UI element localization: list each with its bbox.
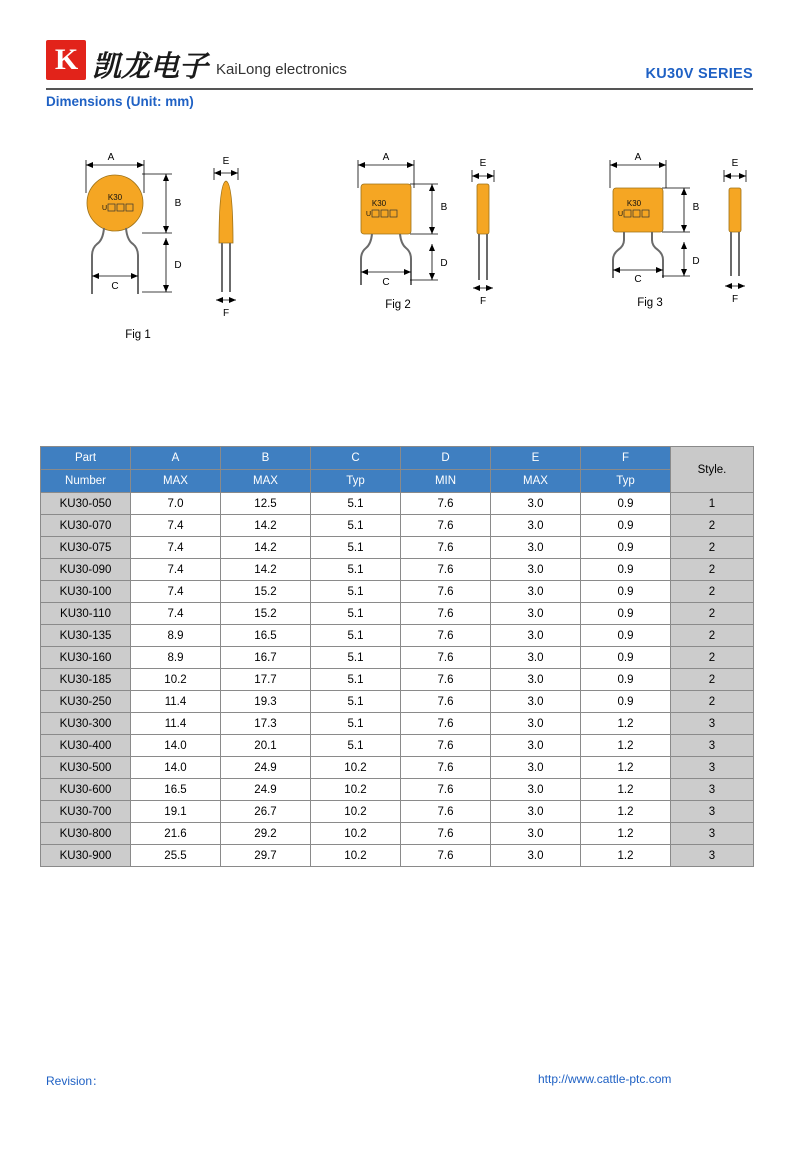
cell-e: 3.0 [491, 779, 581, 801]
cell-c: 10.2 [311, 757, 401, 779]
th-f-typ: Typ [581, 470, 671, 493]
cell-d: 7.6 [401, 713, 491, 735]
cell-b: 24.9 [221, 757, 311, 779]
figures-row [40, 148, 753, 373]
page-header [40, 38, 753, 110]
cell-a: 7.4 [131, 559, 221, 581]
cell-a: 7.4 [131, 603, 221, 625]
cell-style: 2 [671, 647, 754, 669]
cell-d: 7.6 [401, 515, 491, 537]
cell-part-number: KU30-070 [41, 515, 131, 537]
series-title: KU30V SERIES [645, 66, 753, 82]
th-c: C [311, 447, 401, 470]
cell-f: 0.9 [581, 559, 671, 581]
cell-f: 0.9 [581, 493, 671, 515]
cell-style: 2 [671, 515, 754, 537]
svg-text:C: C [382, 277, 390, 288]
cell-a: 8.9 [131, 647, 221, 669]
website-link[interactable]: http://www.cattle-ptc.com [538, 1072, 672, 1086]
svg-text:B: B [174, 198, 182, 209]
dimensions-table-wrapper [40, 446, 753, 867]
th-e: E [491, 447, 581, 470]
cell-e: 3.0 [491, 603, 581, 625]
revision-label: Revision： [46, 1074, 105, 1088]
table-row [41, 779, 754, 801]
cell-e: 3.0 [491, 493, 581, 515]
cell-d: 7.6 [401, 559, 491, 581]
cell-c: 10.2 [311, 779, 401, 801]
table-row [41, 801, 754, 823]
cell-d: 7.6 [401, 823, 491, 845]
table-row [41, 823, 754, 845]
cell-style: 3 [671, 779, 754, 801]
cell-d: 7.6 [401, 757, 491, 779]
cell-c: 5.1 [311, 559, 401, 581]
cell-f: 0.9 [581, 603, 671, 625]
cell-f: 0.9 [581, 625, 671, 647]
svg-text:A: A [634, 152, 642, 163]
svg-text:E: E [479, 158, 487, 169]
datasheet-page [0, 38, 793, 1160]
cell-b: 12.5 [221, 493, 311, 515]
th-number: Number [41, 470, 131, 493]
cell-c: 10.2 [311, 801, 401, 823]
cell-f: 0.9 [581, 537, 671, 559]
svg-text:K30: K30 [626, 199, 642, 208]
figure-2-caption: Fig 2 [385, 299, 411, 311]
cell-part-number: KU30-600 [41, 779, 131, 801]
svg-text:F: F [222, 308, 230, 319]
cell-c: 5.1 [311, 691, 401, 713]
cell-part-number: KU30-090 [41, 559, 131, 581]
cell-a: 7.4 [131, 537, 221, 559]
table-row [41, 625, 754, 647]
cell-f: 1.2 [581, 713, 671, 735]
cell-part-number: KU30-700 [41, 801, 131, 823]
cell-b: 16.7 [221, 647, 311, 669]
cell-c: 5.1 [311, 713, 401, 735]
cell-f: 1.2 [581, 823, 671, 845]
svg-text:B: B [440, 202, 448, 213]
cell-a: 14.0 [131, 735, 221, 757]
table-row [41, 757, 754, 779]
cell-b: 29.7 [221, 845, 311, 867]
cell-d: 7.6 [401, 845, 491, 867]
cell-e: 3.0 [491, 669, 581, 691]
cell-d: 7.6 [401, 691, 491, 713]
cell-f: 0.9 [581, 691, 671, 713]
cell-e: 3.0 [491, 625, 581, 647]
table-row [41, 581, 754, 603]
cell-e: 3.0 [491, 845, 581, 867]
cell-style: 3 [671, 735, 754, 757]
company-name-cn: 凯龙电子 [92, 51, 209, 83]
cell-c: 5.1 [311, 647, 401, 669]
cell-style: 3 [671, 757, 754, 779]
table-row [41, 691, 754, 713]
table-row [41, 713, 754, 735]
cell-b: 14.2 [221, 515, 311, 537]
cell-a: 10.2 [131, 669, 221, 691]
cell-a: 7.4 [131, 515, 221, 537]
cell-b: 15.2 [221, 603, 311, 625]
cell-c: 5.1 [311, 493, 401, 515]
cell-f: 0.9 [581, 669, 671, 691]
cell-c: 10.2 [311, 845, 401, 867]
th-e-max: MAX [491, 470, 581, 493]
cell-a: 7.0 [131, 493, 221, 515]
cell-b: 14.2 [221, 537, 311, 559]
svg-text:D: D [174, 260, 182, 271]
cell-e: 3.0 [491, 735, 581, 757]
cell-f: 1.2 [581, 757, 671, 779]
cell-style: 2 [671, 603, 754, 625]
svg-text:E: E [222, 156, 230, 167]
cell-b: 24.9 [221, 779, 311, 801]
cell-style: 2 [671, 669, 754, 691]
logo-mark-icon: K [46, 40, 86, 80]
svg-text:E: E [731, 158, 739, 169]
svg-text:F: F [731, 294, 739, 305]
cell-b: 20.1 [221, 735, 311, 757]
cell-b: 19.3 [221, 691, 311, 713]
cell-c: 5.1 [311, 603, 401, 625]
cell-e: 3.0 [491, 515, 581, 537]
th-b: B [221, 447, 311, 470]
cell-a: 14.0 [131, 757, 221, 779]
cell-style: 3 [671, 801, 754, 823]
cell-a: 21.6 [131, 823, 221, 845]
cell-part-number: KU30-050 [41, 493, 131, 515]
figure-1-caption: Fig 1 [125, 329, 151, 341]
th-d-min: MIN [401, 470, 491, 493]
table-row [41, 559, 754, 581]
table-row [41, 537, 754, 559]
th-b-max: MAX [221, 470, 311, 493]
cell-b: 14.2 [221, 559, 311, 581]
cell-c: 10.2 [311, 823, 401, 845]
cell-d: 7.6 [401, 581, 491, 603]
cell-part-number: KU30-110 [41, 603, 131, 625]
th-a: A [131, 447, 221, 470]
svg-text:U: U [618, 211, 624, 218]
cell-e: 3.0 [491, 713, 581, 735]
svg-text:C: C [111, 281, 119, 292]
cell-f: 1.2 [581, 845, 671, 867]
table-row [41, 493, 754, 515]
cell-style: 3 [671, 823, 754, 845]
th-c-typ: Typ [311, 470, 401, 493]
cell-style: 2 [671, 625, 754, 647]
cell-a: 8.9 [131, 625, 221, 647]
svg-text:A: A [107, 152, 115, 163]
th-part: Part [41, 447, 131, 470]
table-body [41, 493, 754, 867]
cell-style: 2 [671, 559, 754, 581]
cell-c: 5.1 [311, 735, 401, 757]
svg-text:D: D [440, 258, 448, 269]
cell-c: 5.1 [311, 537, 401, 559]
table-header-row-2 [41, 470, 754, 493]
header-divider [46, 88, 753, 90]
svg-text:A: A [382, 152, 390, 163]
cell-e: 3.0 [491, 581, 581, 603]
figure-3 [580, 148, 780, 353]
cell-style: 3 [671, 845, 754, 867]
figure-1-drawing [66, 148, 281, 348]
cell-part-number: KU30-160 [41, 647, 131, 669]
th-a-max: MAX [131, 470, 221, 493]
company-name-en: KaiLong electronics [216, 61, 347, 78]
cell-d: 7.6 [401, 669, 491, 691]
cell-part-number: KU30-075 [41, 537, 131, 559]
cell-b: 16.5 [221, 625, 311, 647]
cell-part-number: KU30-135 [41, 625, 131, 647]
svg-text:K30: K30 [371, 199, 387, 208]
dimensions-table [40, 446, 754, 867]
figure-3-drawing [580, 148, 780, 348]
cell-d: 7.6 [401, 779, 491, 801]
cell-e: 3.0 [491, 537, 581, 559]
figure-2-drawing [328, 148, 528, 348]
figure-1 [66, 148, 281, 353]
cell-part-number: KU30-100 [41, 581, 131, 603]
table-row [41, 515, 754, 537]
cell-part-number: KU30-185 [41, 669, 131, 691]
th-style: Style. [671, 447, 754, 493]
cell-a: 16.5 [131, 779, 221, 801]
cell-style: 2 [671, 691, 754, 713]
cell-a: 11.4 [131, 713, 221, 735]
company-logo [46, 40, 347, 83]
svg-text:D: D [692, 256, 700, 267]
svg-text:K30: K30 [107, 193, 123, 202]
cell-f: 0.9 [581, 647, 671, 669]
cell-b: 29.2 [221, 823, 311, 845]
cell-style: 3 [671, 713, 754, 735]
cell-f: 1.2 [581, 779, 671, 801]
cell-d: 7.6 [401, 493, 491, 515]
page-footer [40, 1072, 753, 1092]
th-d: D [401, 447, 491, 470]
table-header-row-1 [41, 447, 754, 470]
section-title: Dimensions (Unit: mm) [46, 94, 194, 109]
cell-part-number: KU30-400 [41, 735, 131, 757]
cell-c: 5.1 [311, 515, 401, 537]
cell-a: 19.1 [131, 801, 221, 823]
figure-3-caption: Fig 3 [637, 297, 663, 309]
table-row [41, 647, 754, 669]
figure-2 [328, 148, 528, 353]
cell-part-number: KU30-900 [41, 845, 131, 867]
cell-f: 1.2 [581, 735, 671, 757]
cell-e: 3.0 [491, 757, 581, 779]
svg-text:C: C [634, 274, 642, 285]
cell-d: 7.6 [401, 625, 491, 647]
cell-part-number: KU30-500 [41, 757, 131, 779]
cell-c: 5.1 [311, 581, 401, 603]
cell-b: 17.7 [221, 669, 311, 691]
cell-f: 1.2 [581, 801, 671, 823]
table-row [41, 735, 754, 757]
cell-e: 3.0 [491, 647, 581, 669]
cell-part-number: KU30-250 [41, 691, 131, 713]
cell-part-number: KU30-800 [41, 823, 131, 845]
cell-style: 2 [671, 581, 754, 603]
cell-f: 0.9 [581, 581, 671, 603]
cell-b: 15.2 [221, 581, 311, 603]
table-head [41, 447, 754, 493]
svg-text:B: B [692, 202, 700, 213]
cell-b: 26.7 [221, 801, 311, 823]
cell-f: 0.9 [581, 515, 671, 537]
table-row [41, 845, 754, 867]
cell-style: 2 [671, 537, 754, 559]
cell-part-number: KU30-300 [41, 713, 131, 735]
cell-c: 5.1 [311, 625, 401, 647]
cell-a: 25.5 [131, 845, 221, 867]
cell-e: 3.0 [491, 559, 581, 581]
cell-d: 7.6 [401, 647, 491, 669]
svg-text:U: U [102, 205, 108, 212]
table-row [41, 669, 754, 691]
table-row [41, 603, 754, 625]
th-f: F [581, 447, 671, 470]
cell-a: 7.4 [131, 581, 221, 603]
cell-e: 3.0 [491, 691, 581, 713]
cell-style: 1 [671, 493, 754, 515]
cell-d: 7.6 [401, 537, 491, 559]
cell-a: 11.4 [131, 691, 221, 713]
cell-d: 7.6 [401, 801, 491, 823]
cell-e: 3.0 [491, 823, 581, 845]
cell-d: 7.6 [401, 735, 491, 757]
cell-b: 17.3 [221, 713, 311, 735]
cell-d: 7.6 [401, 603, 491, 625]
cell-c: 5.1 [311, 669, 401, 691]
cell-e: 3.0 [491, 801, 581, 823]
svg-text:F: F [479, 296, 487, 307]
svg-text:U: U [366, 211, 372, 218]
